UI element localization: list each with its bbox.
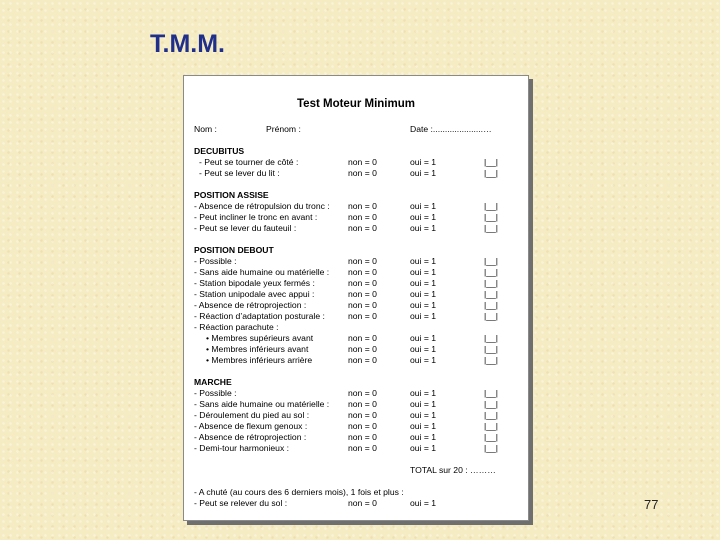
score-box: |__| bbox=[484, 278, 499, 288]
item-label: - Demi-tour harmonieux : bbox=[194, 443, 290, 453]
item-label: - A chuté (au cours des 6 derniers mois), 1 fois et plus : bbox=[194, 487, 404, 497]
test-item bbox=[194, 322, 522, 333]
test-item bbox=[194, 432, 522, 443]
score-oui: oui = 1 bbox=[410, 157, 437, 167]
score-oui: oui = 1 bbox=[410, 267, 437, 277]
score-box: |__| bbox=[484, 355, 499, 365]
test-item bbox=[194, 289, 522, 300]
score-box: |__| bbox=[484, 388, 499, 398]
score-oui: oui = 1 bbox=[410, 344, 437, 354]
item-label: - Sans aide humaine ou matérielle : bbox=[194, 267, 330, 277]
test-item bbox=[194, 267, 522, 278]
test-item bbox=[194, 212, 522, 223]
section-marche: MARCHE bbox=[194, 377, 232, 387]
score-oui: oui = 1 bbox=[410, 300, 437, 310]
test-item bbox=[194, 355, 522, 366]
score-non: non = 0 bbox=[348, 333, 377, 343]
section-heading bbox=[194, 245, 522, 256]
score-non: non = 0 bbox=[348, 168, 377, 178]
score-box: |__| bbox=[484, 410, 499, 420]
test-item bbox=[194, 344, 522, 355]
test-item bbox=[194, 421, 522, 432]
item-label: - Absence de rétroprojection : bbox=[194, 432, 307, 442]
test-item bbox=[194, 157, 522, 168]
score-non: non = 0 bbox=[348, 410, 377, 420]
score-box: |__| bbox=[484, 267, 499, 277]
test-item bbox=[194, 168, 522, 179]
slide-number: 77 bbox=[644, 497, 659, 512]
score-non: non = 0 bbox=[348, 311, 377, 321]
score-box: |__| bbox=[484, 333, 499, 343]
score-box: |__| bbox=[484, 201, 499, 211]
score-oui: oui = 1 bbox=[410, 421, 437, 431]
item-label: - Peut se relever du sol : bbox=[194, 498, 288, 508]
score-box: |__| bbox=[484, 223, 499, 233]
section-heading bbox=[194, 190, 522, 201]
item-label: - Possible : bbox=[194, 388, 237, 398]
fall-item bbox=[194, 498, 522, 509]
score-oui: oui = 1 bbox=[410, 443, 437, 453]
spacer bbox=[194, 366, 522, 377]
score-non: non = 0 bbox=[348, 223, 377, 233]
spacer bbox=[194, 179, 522, 190]
item-label: - Sans aide humaine ou matérielle : bbox=[194, 399, 330, 409]
item-label: - Peut se lever du fauteuil : bbox=[194, 223, 297, 233]
score-box: |__| bbox=[484, 311, 499, 321]
item-label: • Membres inférieurs arrière bbox=[206, 355, 313, 365]
score-oui: oui = 1 bbox=[410, 388, 437, 398]
score-non: non = 0 bbox=[348, 355, 377, 365]
item-label: - Station bipodale yeux fermés : bbox=[194, 278, 315, 288]
score-oui: oui = 1 bbox=[410, 498, 437, 508]
score-box: |__| bbox=[484, 432, 499, 442]
item-label: - Peut se tourner de côté : bbox=[199, 157, 299, 167]
test-item bbox=[194, 410, 522, 421]
score-oui: oui = 1 bbox=[410, 311, 437, 321]
item-label: - Absence de flexum genoux : bbox=[194, 421, 308, 431]
score-oui: oui = 1 bbox=[410, 410, 437, 420]
test-item bbox=[194, 311, 522, 322]
score-oui: oui = 1 bbox=[410, 399, 437, 409]
score-box: |__| bbox=[484, 168, 499, 178]
nom-label: Nom : bbox=[194, 124, 217, 134]
test-item bbox=[194, 223, 522, 234]
score-non: non = 0 bbox=[348, 212, 377, 222]
score-non: non = 0 bbox=[348, 256, 377, 266]
header-row bbox=[194, 124, 522, 135]
score-box: |__| bbox=[484, 157, 499, 167]
score-non: non = 0 bbox=[348, 388, 377, 398]
score-oui: oui = 1 bbox=[410, 289, 437, 299]
score-non: non = 0 bbox=[348, 157, 377, 167]
document-title: Test Moteur Minimum bbox=[297, 98, 415, 110]
item-label: - Station unipodale avec appui : bbox=[194, 289, 315, 299]
test-item bbox=[194, 256, 522, 267]
item-label: - Absence de rétroprojection : bbox=[194, 300, 307, 310]
item-label: - Déroulement du pied au sol : bbox=[194, 410, 310, 420]
score-box: |__| bbox=[484, 399, 499, 409]
prenom-label: Prénom : bbox=[266, 124, 301, 134]
item-label: - Réaction d’adaptation posturale : bbox=[194, 311, 325, 321]
score-box: |__| bbox=[484, 443, 499, 453]
spacer bbox=[194, 234, 522, 245]
date-label: Date :.....................… bbox=[410, 124, 492, 134]
score-non: non = 0 bbox=[348, 443, 377, 453]
section-heading bbox=[194, 146, 522, 157]
score-box: |__| bbox=[484, 256, 499, 266]
section-position-assise: POSITION ASSISE bbox=[194, 190, 269, 200]
score-non: non = 0 bbox=[348, 399, 377, 409]
test-item bbox=[194, 278, 522, 289]
score-box: |__| bbox=[484, 212, 499, 222]
section-heading bbox=[194, 377, 522, 388]
score-oui: oui = 1 bbox=[410, 256, 437, 266]
score-non: non = 0 bbox=[348, 267, 377, 277]
item-label: - Réaction parachute : bbox=[194, 322, 279, 332]
score-oui: oui = 1 bbox=[410, 168, 437, 178]
test-document bbox=[183, 75, 529, 521]
score-box: |__| bbox=[484, 289, 499, 299]
score-non: non = 0 bbox=[348, 432, 377, 442]
test-item bbox=[194, 443, 522, 454]
test-item bbox=[194, 388, 522, 399]
item-label: • Membres inférieurs avant bbox=[206, 344, 309, 354]
total-row bbox=[194, 465, 522, 476]
spacer bbox=[194, 476, 522, 487]
total-label: TOTAL sur 20 : ……… bbox=[410, 465, 496, 475]
score-oui: oui = 1 bbox=[410, 355, 437, 365]
test-item bbox=[194, 300, 522, 311]
test-rows bbox=[194, 124, 522, 509]
test-item bbox=[194, 333, 522, 344]
score-non: non = 0 bbox=[348, 201, 377, 211]
score-oui: oui = 1 bbox=[410, 333, 437, 343]
score-oui: oui = 1 bbox=[410, 212, 437, 222]
score-box: |__| bbox=[484, 344, 499, 354]
test-item bbox=[194, 201, 522, 212]
item-label: - Peut se lever du lit : bbox=[199, 168, 280, 178]
score-oui: oui = 1 bbox=[410, 223, 437, 233]
spacer bbox=[194, 135, 522, 146]
section-decubitus: DECUBITUS bbox=[194, 146, 245, 156]
score-oui: oui = 1 bbox=[410, 278, 437, 288]
section-position-debout: POSITION DEBOUT bbox=[194, 245, 274, 255]
slide-title: T.M.M. bbox=[150, 30, 225, 58]
score-non: non = 0 bbox=[348, 498, 377, 508]
fall-item bbox=[194, 487, 522, 498]
score-box: |__| bbox=[484, 421, 499, 431]
score-non: non = 0 bbox=[348, 344, 377, 354]
test-item bbox=[194, 399, 522, 410]
item-label: - Absence de rétropulsion du tronc : bbox=[194, 201, 330, 211]
item-label: - Possible : bbox=[194, 256, 237, 266]
score-box: |__| bbox=[484, 300, 499, 310]
spacer bbox=[194, 454, 522, 465]
score-oui: oui = 1 bbox=[410, 201, 437, 211]
score-oui: oui = 1 bbox=[410, 432, 437, 442]
score-non: non = 0 bbox=[348, 289, 377, 299]
item-label: - Peut incliner le tronc en avant : bbox=[194, 212, 318, 222]
score-non: non = 0 bbox=[348, 278, 377, 288]
score-non: non = 0 bbox=[348, 300, 377, 310]
score-non: non = 0 bbox=[348, 421, 377, 431]
item-label: • Membres supérieurs avant bbox=[206, 333, 314, 343]
